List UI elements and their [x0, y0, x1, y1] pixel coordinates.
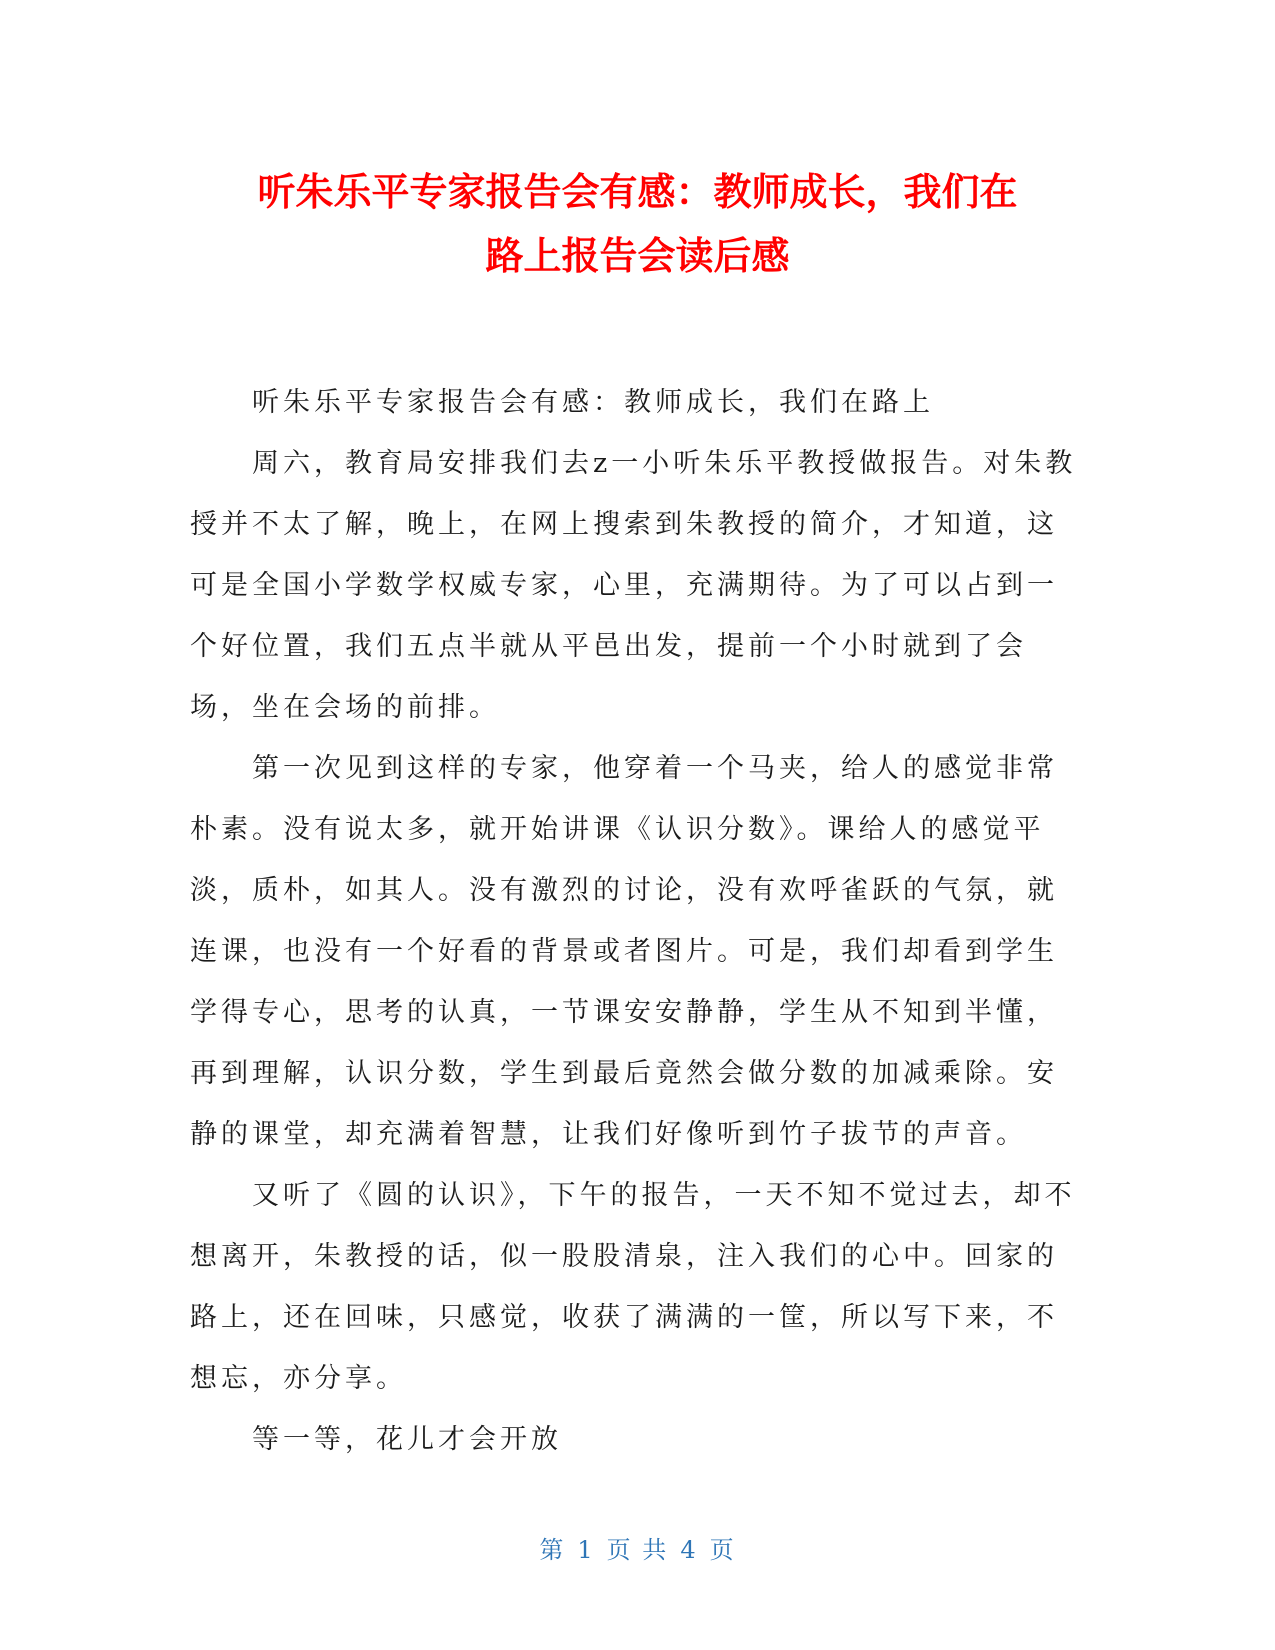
footer-suffix: 页 — [709, 1536, 736, 1564]
title-line-1: 听朱乐平专家报告会有感：教师成长，我们在 — [257, 170, 1018, 214]
document-body — [190, 372, 1080, 1470]
total-pages-number: 4 — [680, 1536, 698, 1564]
paragraph-heading: 等一等，花儿才会开放 — [252, 1424, 562, 1455]
page-footer — [0, 1530, 1275, 1565]
paragraph-1: 周六，教育局安排我们去z一小听朱乐平教授做报告。对朱教授并不太了解，晚上，在网上搜索到朱教授的简介，才知道，这可是全国小学数学权威专家，心里，充满期待。为了可以占到一个好位置，我们五点半就从平邑出发，提前一个小时就到了会场，坐在会场的前排。 — [190, 448, 1077, 723]
document-title — [150, 160, 1125, 288]
paragraph-2: 第一次见到这样的专家，他穿着一个马夹，给人的感觉非常朴素。没有说太多，就开始讲课《认识分数》。课给人的感觉平淡，质朴，如其人。没有激烈的讨论，没有欢呼雀跃的气氛，就连课，也没有一个好看的背景或者图片。可是，我们却看到学生学得专心，思考的认真，一节课安安静静，学生从不知到半懂，再到理解，认识分数，学生到最后竟然会做分数的加减乘除。安静的课堂，却充满着智慧，让我们好像听到竹子拔节的声音。 — [190, 753, 1058, 1150]
paragraph-subtitle: 听朱乐平专家报告会有感：教师成长，我们在路上 — [252, 387, 934, 418]
title-line-2: 路上报告会读后感 — [485, 234, 790, 278]
footer-mid: 页 共 — [606, 1536, 669, 1564]
paragraph-3: 又听了《圆的认识》，下午的报告，一天不知不觉过去，却不想离开，朱教授的话，似一股股清泉，注入我们的心中。回家的路上，还在回味，只感觉，收获了满满的一筐，所以写下来，不想忘，亦分享。 — [190, 1180, 1076, 1394]
footer-prefix: 第 — [539, 1536, 566, 1564]
current-page-number: 1 — [577, 1536, 595, 1564]
